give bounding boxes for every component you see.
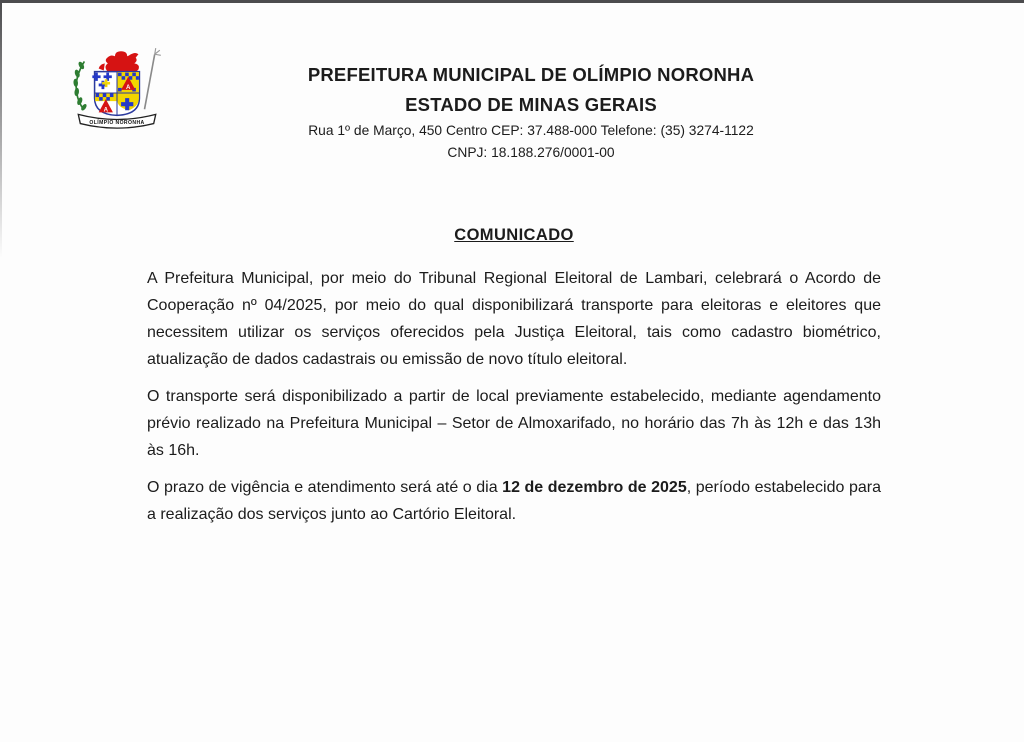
paragraph-3 — [147, 474, 881, 528]
org-address: Rua 1º de Março, 450 Centro CEP: 37.488-000 Telefone: (35) 3274-1122 — [308, 123, 754, 138]
svg-text:A: A — [103, 106, 108, 114]
document-body — [147, 226, 881, 538]
banner-text: OLÍMPIO NORONHA — [89, 120, 145, 127]
paragraph-2: O transporte será disponibilizado a partir de local previamente estabelecido, mediante agendamento prévio realizado na Prefeitura Municipal – Setor de Almoxarifado, no horário das 7h às 12h e das 13h às 16h. — [147, 388, 881, 459]
paragraph-3-tail: , período estabelecido para a realização dos serviços junto ao Cartório Eleitoral. — [147, 479, 881, 523]
paragraph-3-lead: O prazo de vigência e atendimento será até o dia — [147, 479, 503, 496]
org-cnpj: CNPJ: 18.188.276/0001-00 — [447, 145, 615, 160]
deadline-date: 12 de dezembro de 2025 — [502, 479, 687, 496]
letterhead-text — [0, 60, 1024, 164]
document-title: COMUNICADO — [454, 226, 574, 244]
paragraph-1: A Prefeitura Municipal, por meio do Tribunal Regional Eleitoral de Lambari, celebrará o Acordo de Cooperação nº 04/2025, por meio do qual disponibilizará transporte para eleitoras e eleitores que necessitem utilizar os serviços oferecidos pela Justiça Eleitoral, tais como cadastro biométrico, atualização de dados cadastrais ou emissão de novo título eleitoral. — [147, 270, 881, 368]
org-name: PREFEITURA MUNICIPAL DE OLÍMPIO NORONHA — [307, 64, 755, 85]
org-state: ESTADO DE MINAS GERAIS — [405, 94, 657, 115]
svg-text:A: A — [126, 83, 131, 91]
window-top-edge — [0, 0, 1024, 3]
